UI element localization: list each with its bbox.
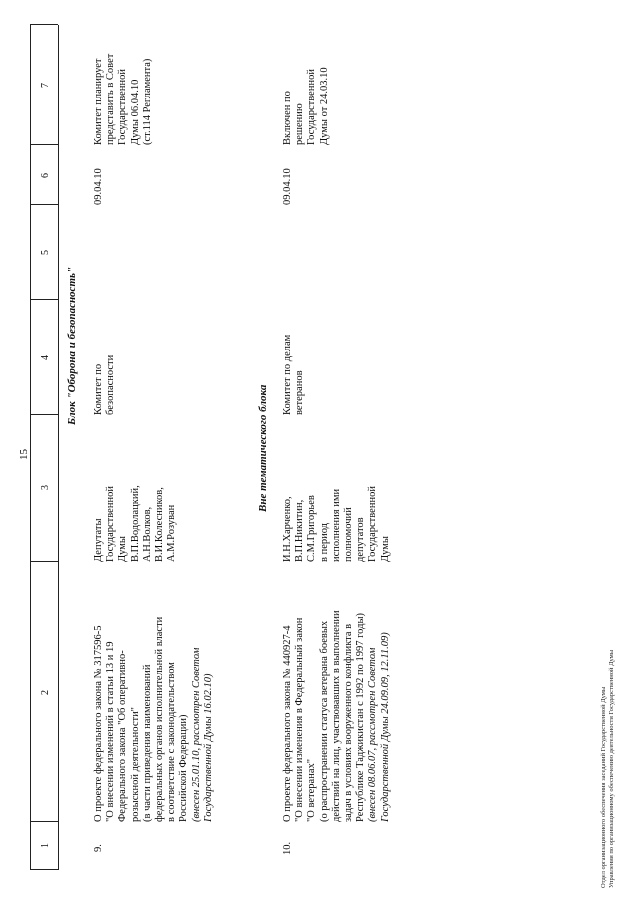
bill-description (282, 567, 392, 822)
col-divider (30, 204, 58, 205)
bill-line: розыскной деятельности" (129, 707, 141, 822)
remark-line: решению (294, 103, 306, 145)
col-divider (30, 414, 58, 415)
page-number: 15 (18, 449, 30, 460)
author-line: И.Н.Харченко, (282, 496, 293, 562)
remark-line: (ст.114 Регламента) (141, 58, 153, 145)
bill-line: (о распространении статуса ветерана боевых (318, 620, 330, 822)
remark-line: представить в Совет (105, 53, 117, 145)
bill-note-line: Государственной Думы 16.02.10) (202, 673, 214, 822)
bill-line: О проекте федерального закона № 317596-5 (93, 625, 104, 822)
bill-description (93, 567, 215, 822)
committee (93, 305, 117, 415)
row-number: 10. (282, 841, 293, 855)
col-divider (30, 144, 58, 145)
author-line: депутатов (355, 517, 367, 562)
planned-date: 09.04.10 (282, 168, 293, 205)
authors (93, 422, 178, 562)
committee-line: Комитет по (93, 363, 104, 415)
planned-date: 09.04.10 (93, 168, 104, 205)
bill-line: "О ветеранах" (306, 758, 318, 822)
author-line: Государственной (367, 486, 379, 562)
column-number: 7 (40, 83, 51, 88)
col-divider (30, 299, 58, 300)
bill-line: О проекте федерального закона № 440927-4 (282, 625, 293, 822)
bill-line: "О внесении изменения в Федеральный закон (294, 617, 306, 822)
bill-note-line: (внесен 08.06.07, рассмотрен Советом (367, 647, 379, 822)
header-bottom-border (58, 25, 59, 870)
remark (282, 25, 331, 145)
author-line: полномочий (343, 507, 355, 562)
bill-line: действий на лиц, участвовавших в выполнении (330, 610, 342, 822)
remark-line: Государственной (306, 69, 318, 145)
bill-line: в соответствие с законодательством (166, 662, 178, 822)
col-divider (30, 561, 58, 562)
bill-line: (в части приведения наименований (141, 664, 153, 822)
footer-department: Отдел организационного обеспечения заседаний Государственной Думы (600, 686, 607, 888)
bill-line: Республике Таджикистан с 1992 по 1997 годы) (355, 612, 367, 822)
committee (282, 305, 306, 415)
section-title-defense: Блок "Оборона и безопасность" (66, 266, 78, 425)
footer-directorate: Управления по организационному обеспечению деятельности Государственной Думы (608, 649, 615, 888)
column-number: 5 (40, 250, 51, 255)
author-line: В.И.Колесников, (154, 487, 166, 562)
col-divider (30, 869, 58, 870)
bill-line: Федерального закона "Об оперативно- (117, 650, 129, 822)
remark-line: Думы от 24.03.10 (318, 67, 330, 145)
author-line: В.П.Никитин, (294, 499, 306, 562)
column-number: 1 (40, 843, 51, 848)
author-line: А.Н.Волков, (141, 506, 153, 562)
author-line: В.П.Водолацкий, (129, 485, 141, 562)
section-title-other: Вне тематического блока (257, 384, 269, 512)
column-number: 6 (40, 173, 51, 178)
author-line: А.М.Розуван (166, 504, 178, 562)
column-number: 4 (40, 355, 51, 360)
bill-line: федеральных органов исполнительной власти (154, 616, 166, 822)
col-divider (30, 821, 58, 822)
author-line: Думы (117, 536, 129, 562)
bill-line: Российской Федерации) (178, 714, 190, 822)
author-line: Депутаты (93, 518, 104, 562)
remark (93, 25, 154, 145)
author-line: исполнения ими (330, 488, 342, 562)
col-divider (30, 24, 58, 25)
author-line: Государственной (105, 486, 117, 562)
committee-line: ветеранов (294, 370, 306, 415)
row-number: 9. (93, 844, 104, 852)
remark-line: Думы 06.04.10 (129, 79, 141, 145)
author-line: С.М.Григорьев (306, 495, 318, 562)
author-line: Думы (379, 536, 391, 562)
author-line: в период (318, 522, 330, 562)
column-number: 3 (40, 485, 51, 490)
bill-line: "О внесении изменений в статьи 13 и 19 (105, 641, 117, 822)
header-top-border (30, 25, 31, 870)
remark-line: Комитет планирует (93, 58, 104, 145)
committee-line: Комитет по делам (282, 334, 293, 415)
remark-line: Включен по (282, 91, 293, 145)
bill-note-line: (внесен 25.01.10, рассмотрен Советом (190, 647, 202, 822)
bill-line: задач в условиях вооруженного конфликта в (343, 623, 355, 822)
remark-line: Государственной (117, 69, 129, 145)
bill-note-line: Государственной Думы 24.09.09, 12.11.09) (379, 632, 391, 822)
column-number: 2 (40, 690, 51, 695)
authors (282, 422, 392, 562)
committee-line: безопасности (105, 354, 117, 415)
